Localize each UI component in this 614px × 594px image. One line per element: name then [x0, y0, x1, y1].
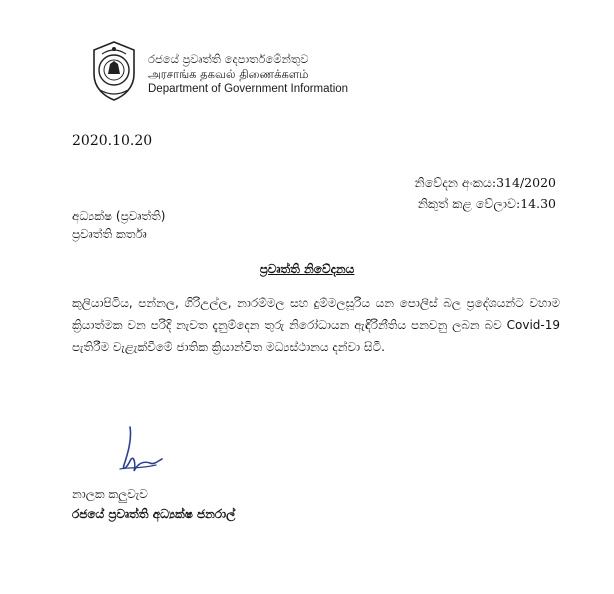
department-header: [148, 52, 348, 97]
release-number: 314/2020: [496, 175, 556, 190]
handwritten-signature: [110, 425, 170, 485]
release-date: 2020.10.20: [72, 133, 153, 149]
release-time: 14.30: [520, 196, 556, 211]
release-number-label: නිවේදන අංකය:: [414, 175, 497, 190]
signer-block: [72, 484, 235, 524]
signer-name: නාලක කලුවැව: [72, 487, 148, 501]
release-number-line: [415, 172, 556, 193]
release-reference: [415, 172, 556, 214]
department-name-sinhala: රජයේ ප්‍රවෘත්ති දෙපාර්තමේන්තුව: [148, 52, 309, 66]
signer-title: රජයේ ප්‍රවෘත්ති අධ්‍යක්ෂ ජනරාල්: [72, 507, 236, 521]
release-time-label: නිකුත් කළ වේලාව:: [417, 196, 521, 211]
body-paragraph: කුලියාපිටිය, පන්නල, ගිරිඋල්ල, නාරම්මල සහ දුම්මලසූරිය යන පොලිස් බල ප්‍රදේශයන්ට වහාම ක්‍රියාත්මක වන පරිදි නැවත දැනුම්දෙන තුරු නිරෝධායන ඇඳිරිනීතිය පනවනු ලබන බව Covid-19 පැතිරීම වැළැක්වීමේ ජාතික ක්‍රියාන්විත මධ්‍යස්ථානය දන්වා සිටී.: [72, 296, 560, 354]
recipients: [72, 207, 165, 243]
release-time-line: [415, 193, 556, 214]
government-emblem-icon: [88, 40, 140, 102]
department-name-tamil: அரசாங்க தகவல் திணைக்களம்: [148, 67, 309, 81]
document-heading: [0, 262, 614, 277]
heading-text: ප්‍රවෘත්ති නිවේදනය: [259, 262, 355, 276]
recipient-line-2: ප්‍රවෘත්ති කර්තෘ: [72, 227, 147, 241]
department-name-english: Department of Government Information: [148, 83, 349, 95]
recipient-line-1: අධ්‍යක්ෂ (ප්‍රවෘත්ති): [72, 209, 166, 223]
